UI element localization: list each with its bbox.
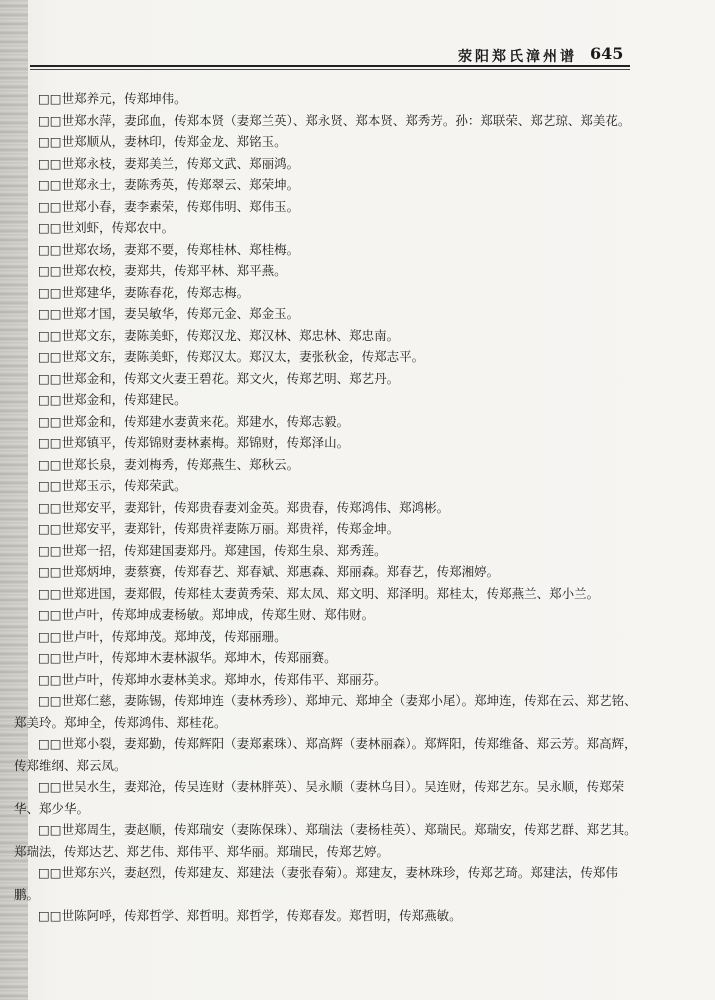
- genealogy-entry: □□世郑顺从，妻林印，传郑金龙、郑铭玉。: [38, 134, 287, 149]
- genealogy-entry: □□世刘虾，传郑农中。: [38, 220, 175, 235]
- genealogy-entry: □□世郑建华，妻陈春花，传郑志梅。: [38, 284, 250, 300]
- genealogy-entry: □□世郑仁慈，妻陈锡，传郑坤连（妻林秀珍）、郑坤元、郑坤全（妻郑小尾）。郑坤连，传郑在云、郑艺铭、郑美玲。郑坤全，传郑鸿伟、郑桂花。: [14, 693, 637, 730]
- genealogy-entry: □□世郑永枝，妻郑美兰，传郑文武、郑丽鸿。: [38, 155, 300, 171]
- genealogy-entry: □□世吴水生，妻郑沧，传吴连财（妻林胖英）、吴永顺（妻林乌目）。吴连财，传郑艺东。吴永顺，传郑荣华、郑少华。: [14, 779, 625, 816]
- genealogy-entry: □□世郑小春，妻李素荣，传郑伟明、郑伟玉。: [38, 198, 300, 214]
- genealogy-entry: □□世郑周生，妻赵顺，传郑瑞安（妻陈保珠）、郑瑞法（妻杨桂英）、郑瑞民。郑瑞安，传郑艺群、郑艺其。郑瑞法，传郑达艺、郑艺伟、郑伟平、郑华丽。郑瑞民，传郑艺婷。: [14, 822, 637, 859]
- genealogy-entry: □□世郑文东，妻陈美虾，传郑汉太。郑汉太，妻张秋金，传郑志平。: [38, 349, 425, 364]
- genealogy-entry: □□世郑金和，传郑文火妻王碧花。郑文火，传郑艺明、郑艺丹。: [38, 370, 400, 386]
- page-number: 645: [590, 44, 624, 63]
- genealogy-entry: □□世郑镇平，传郑锦财妻林素梅。郑锦财，传郑泽山。: [38, 435, 350, 450]
- genealogy-entry: □□世郑玉示，传郑荣武。: [38, 478, 187, 493]
- genealogy-entry: □□世郑一招，传郑建国妻郑丹。郑建国，传郑生泉、郑秀莲。: [38, 542, 387, 558]
- genealogy-entry: □□世郑长泉，妻刘梅秀，传郑燕生、郑秋云。: [38, 456, 300, 472]
- genealogy-entry: □□世郑水萍，妻邱血，传郑本贤（妻郑兰英）、郑永贤、郑本贤、郑秀芳。孙：郑联荣、郑艺琼、郑美花。: [38, 112, 631, 128]
- genealogy-entry: □□世郑文东，妻陈美虾，传郑汉龙、郑汉林、郑忠林、郑忠南。: [38, 327, 400, 343]
- genealogy-entry: □□世郑炳坤，妻蔡赛，传郑春艺、郑春斌、郑惠森、郑丽森。郑春艺，传郑湘婷。: [38, 564, 500, 579]
- genealogy-entry: □□世郑农校，妻郑共，传郑平林、郑平燕。: [38, 263, 287, 278]
- genealogy-entry: □□世郑养元，传郑坤伟。: [38, 91, 187, 106]
- genealogy-entry: □□世卢叶，传郑坤茂。郑坤茂，传郑丽珊。: [38, 628, 287, 644]
- genealogy-entry: □□世郑安平，妻郑针，传郑贵春妻刘金英。郑贵春，传郑鸿伟、郑鸿彬。: [38, 499, 450, 515]
- genealogy-entry: □□世郑金和，传郑建水妻黄来花。郑建水，传郑志毅。: [38, 413, 350, 429]
- genealogy-entry: □□世陈阿呼，传郑哲学、郑哲明。郑哲学，传郑春发。郑哲明，传郑燕敏。: [38, 908, 462, 923]
- genealogy-entry: □□世卢叶，传郑坤成妻杨敏。郑坤成，传郑生财、郑伟财。: [38, 607, 375, 622]
- genealogy-text: [14, 88, 639, 927]
- genealogy-entry: □□世郑东兴，妻赵烈，传郑建友、郑建法（妻张春菊）。郑建友，妻林珠珍，传郑艺琦。郑建法，传郑伟鹏。: [14, 865, 618, 902]
- genealogy-entry: □□世卢叶，传郑坤水妻林美求。郑坤水，传郑伟平、郑丽芬。: [38, 671, 387, 687]
- genealogy-entry: □□世郑小裂，妻郑勤，传郑辉阳（妻郑素珠）、郑高辉（妻林丽森）。郑辉阳，传郑维备、郑云芳。郑高辉，传郑维纲、郑云凤。: [14, 736, 637, 773]
- genealogy-entry: □□世郑安平，妻郑针，传郑贵祥妻陈万丽。郑贵祥，传郑金坤。: [38, 521, 400, 536]
- header-rule: [30, 65, 630, 67]
- genealogy-entry: □□世卢叶，传郑坤木妻林淑华。郑坤木，传郑丽赛。: [38, 650, 337, 665]
- genealogy-entry: □□世郑永士，妻陈秀英，传郑翠云、郑荣坤。: [38, 177, 300, 192]
- genealogy-entry: □□世郑金和，传郑建民。: [38, 392, 187, 407]
- genealogy-entry: □□世郑农场，妻郑不要，传郑桂林、郑桂梅。: [38, 241, 300, 257]
- genealogy-entry: □□世郑才国，妻吴敏华，传郑元金、郑金玉。: [38, 306, 300, 321]
- genealogy-entry: □□世郑进国，妻郑假，传郑桂太妻黄秀荣、郑太凤、郑文明、郑泽明。郑桂太，传郑燕兰、郑小兰。: [38, 585, 600, 601]
- header-rule-thin: [30, 69, 630, 70]
- running-title: 荥阳郑氏漳州谱: [458, 49, 577, 65]
